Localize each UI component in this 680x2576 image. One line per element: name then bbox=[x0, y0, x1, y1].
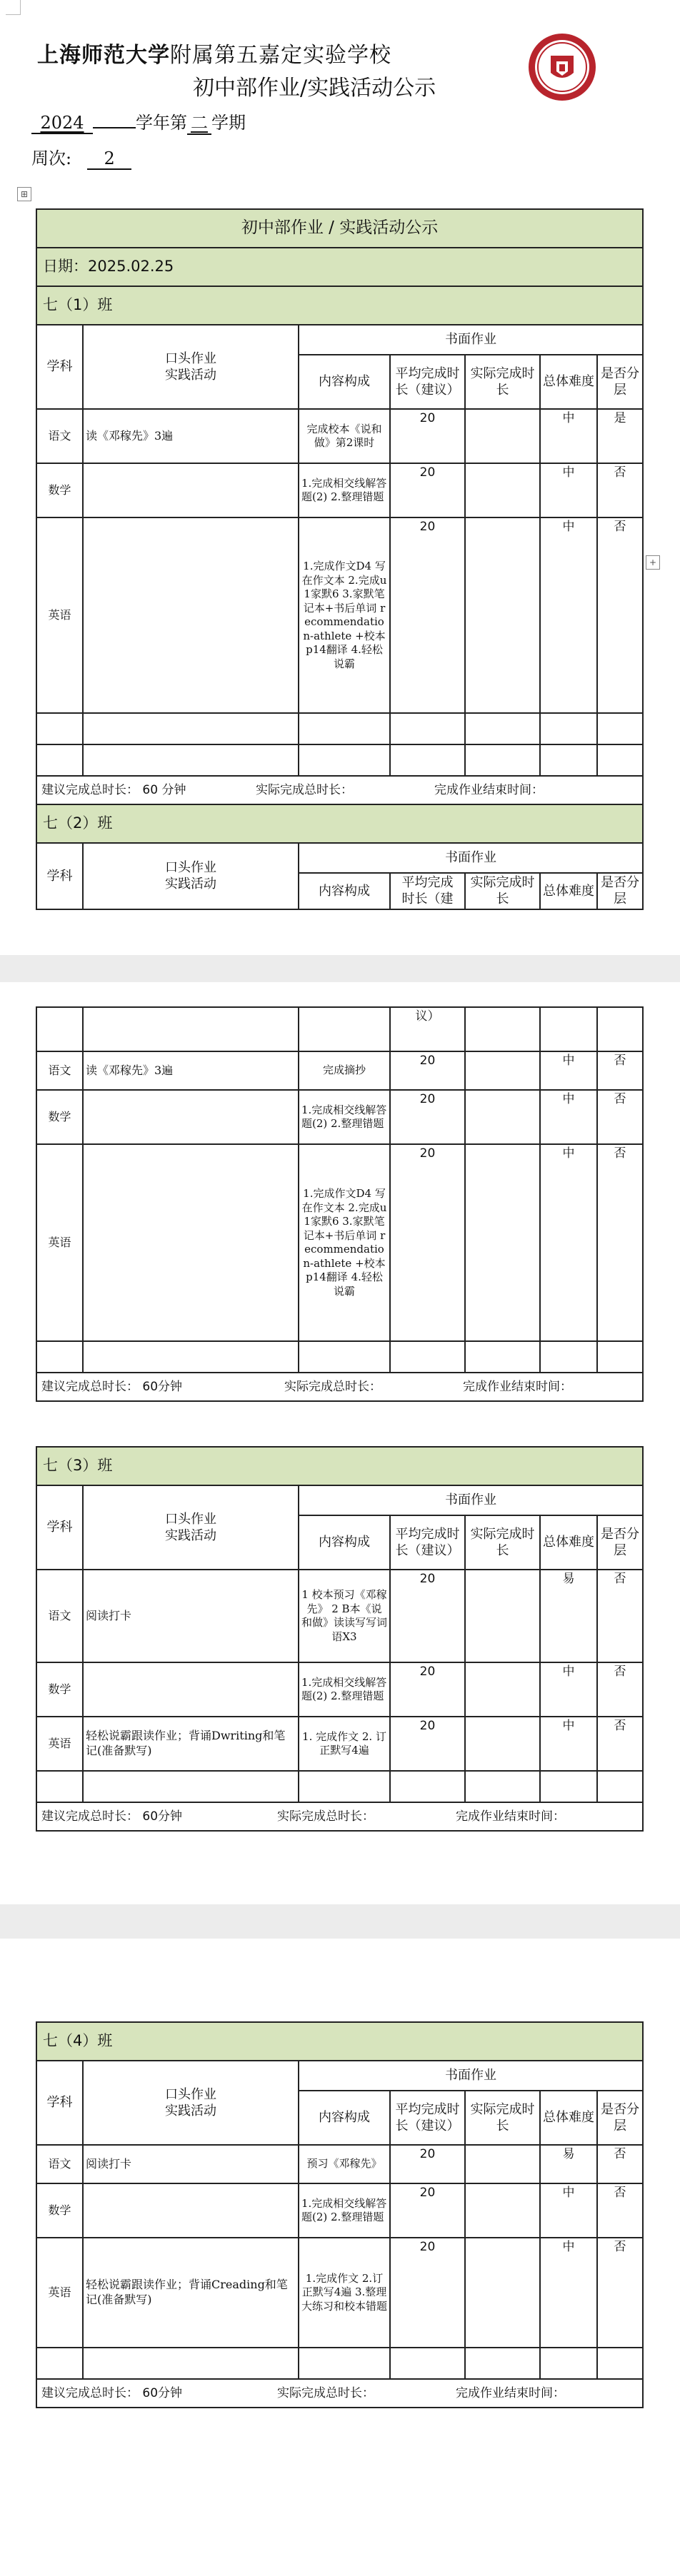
table-row bbox=[36, 2145, 643, 2183]
page-3 bbox=[0, 1939, 680, 2576]
table-cell: 否 bbox=[597, 1051, 643, 1090]
table-cell: 是否分层 bbox=[597, 873, 643, 909]
table-cell: 内容构成 bbox=[299, 1515, 390, 1570]
table-cell: 书面作业 bbox=[299, 2061, 643, 2091]
table-cell: 完成校本《说和做》第2课时 bbox=[299, 409, 390, 463]
table-cell: 20 bbox=[390, 2183, 465, 2238]
table-cell: 中 bbox=[540, 2183, 597, 2238]
table-cell: 20 bbox=[390, 1090, 465, 1144]
class-1-title: 七（1）班 bbox=[36, 286, 643, 325]
empty-cell bbox=[83, 1662, 299, 1717]
empty-cell bbox=[465, 1570, 540, 1662]
table-cell: 口头作业 实践活动 bbox=[83, 2061, 299, 2145]
table-cell: 1.完成作文D4 写在作文本 2.完成u1家默6 3.家默笔记本+书后单词 recommendation-athlete +校本p14翻译 4.轻松说霸 bbox=[299, 517, 390, 713]
empty-cell bbox=[465, 1144, 540, 1341]
table-row bbox=[36, 1051, 643, 1090]
empty-cell bbox=[465, 2145, 540, 2183]
table-cell: 中 bbox=[540, 1717, 597, 1771]
page-2 bbox=[0, 982, 680, 1904]
table-cell: 实际完成时长 bbox=[465, 2091, 540, 2145]
empty-cell bbox=[83, 744, 299, 776]
empty-cell bbox=[299, 2348, 390, 2379]
col-subject: 学科 bbox=[36, 325, 83, 409]
table-cell: 语文 bbox=[36, 1051, 83, 1090]
table-move-handle-icon[interactable]: ⊞ bbox=[17, 187, 31, 201]
school-logo-icon bbox=[526, 31, 598, 103]
table-cell: 数学 bbox=[36, 1090, 83, 1144]
table-cell: 总体难度 bbox=[540, 873, 597, 909]
table-cell: 阅读打卡 bbox=[83, 1570, 299, 1662]
table-cell: 实际完成时长 bbox=[465, 873, 540, 909]
class-3-footer bbox=[36, 1802, 643, 1831]
table-cell: 平均完成 时长（建 bbox=[390, 873, 465, 909]
col-actual-time: 实际完成时长 bbox=[465, 355, 540, 409]
class-2-title: 七（2）班 bbox=[36, 804, 643, 843]
empty-cell bbox=[465, 744, 540, 776]
table-cell: 读《邓稼先》3遍 bbox=[83, 409, 299, 463]
table-cell: 否 bbox=[597, 1717, 643, 1771]
empty-cell bbox=[540, 713, 597, 744]
table-cell: 否 bbox=[597, 1570, 643, 1662]
empty-cell bbox=[390, 1341, 465, 1373]
page-1 bbox=[0, 0, 680, 955]
empty-cell bbox=[83, 463, 299, 517]
table-cell: 是否分层 bbox=[597, 1515, 643, 1570]
empty-cell bbox=[540, 1771, 597, 1802]
homework-table-class-3 bbox=[36, 1446, 644, 1832]
empty-cell bbox=[465, 409, 540, 463]
empty-cell bbox=[36, 1771, 83, 1802]
table-cell: 预习《邓稼先》 bbox=[299, 2145, 390, 2183]
table-cell: 学科 bbox=[36, 2061, 83, 2145]
table-cell: 中 bbox=[540, 1051, 597, 1090]
table-cell: 语文 bbox=[36, 1570, 83, 1662]
table-cell: 中 bbox=[540, 1090, 597, 1144]
col-layered: 是否分层 bbox=[597, 355, 643, 409]
table-cell: 否 bbox=[597, 2183, 643, 2238]
empty-cell bbox=[597, 1771, 643, 1802]
school-year-line bbox=[31, 108, 246, 135]
table-cell: 易 bbox=[540, 1570, 597, 1662]
col-difficulty: 总体难度 bbox=[540, 355, 597, 409]
table-cell: 中 bbox=[540, 1144, 597, 1341]
table-row bbox=[36, 517, 643, 713]
table-cell: 1 校本预习《邓稼先》 2 B本《说和做》读读写写词语X3 bbox=[299, 1570, 390, 1662]
empty-cell bbox=[465, 1341, 540, 1373]
empty-cell bbox=[83, 1090, 299, 1144]
homework-table-class-4 bbox=[36, 2021, 644, 2408]
table-cell: 建议完成总时长： 60分钟 实际完成总时长： 完成作业结束时间： bbox=[36, 2379, 643, 2408]
empty-cell bbox=[299, 713, 390, 744]
table-cell: 语文 bbox=[36, 2145, 83, 2183]
col-avg-time: 平均完成时长（建议） bbox=[390, 355, 465, 409]
date-label: 日期：2025.02.25 bbox=[36, 248, 643, 286]
week-line bbox=[31, 144, 131, 170]
table-cell: 口头作业 实践活动 bbox=[83, 1485, 299, 1570]
empty-cell bbox=[465, 517, 540, 713]
table-cell: 20 bbox=[390, 1717, 465, 1771]
class-2-footer bbox=[36, 1373, 643, 1401]
class-3-title: 七（3）班 bbox=[36, 1447, 643, 1485]
homework-table-part-1 bbox=[36, 208, 644, 910]
empty-cell bbox=[36, 744, 83, 776]
empty-cell bbox=[390, 1771, 465, 1802]
school-name bbox=[37, 37, 391, 69]
class-4-footer bbox=[36, 2379, 643, 2408]
empty-cell bbox=[540, 1007, 597, 1051]
table-row bbox=[36, 463, 643, 517]
empty-cell bbox=[83, 1144, 299, 1341]
table-cell: 中 bbox=[540, 517, 597, 713]
class-4-title: 七（4）班 bbox=[36, 2022, 643, 2061]
table-cell: 20 bbox=[390, 409, 465, 463]
table-row bbox=[36, 1144, 643, 1341]
table-cell: 学科 bbox=[36, 843, 83, 909]
table-cell: 是 bbox=[597, 409, 643, 463]
table-cell: 20 bbox=[390, 517, 465, 713]
empty-cell bbox=[465, 1051, 540, 1090]
empty-cell bbox=[390, 744, 465, 776]
table-cell: 否 bbox=[597, 2238, 643, 2348]
empty-cell bbox=[465, 1007, 540, 1051]
table-cell: 1.完成相交线解答题(2) 2.整理错题 bbox=[299, 463, 390, 517]
table-cell: 20 bbox=[390, 1144, 465, 1341]
table-cell: 内容构成 bbox=[299, 2091, 390, 2145]
table-cell: 书面作业 bbox=[299, 843, 643, 873]
table-row bbox=[36, 409, 643, 463]
school-name-rest: 附属第五嘉定实验学校 bbox=[170, 43, 391, 68]
empty-cell bbox=[465, 463, 540, 517]
empty-cell bbox=[36, 2348, 83, 2379]
table-cell: 建议完成总时长： 60分钟 实际完成总时长： 完成作业结束时间： bbox=[36, 1373, 643, 1401]
table-cell: 1.完成相交线解答题(2) 2.整理错题 bbox=[299, 2183, 390, 2238]
empty-cell bbox=[540, 2348, 597, 2379]
empty-cell bbox=[36, 713, 83, 744]
table-cell: 英语 bbox=[36, 517, 83, 713]
empty-cell bbox=[83, 1341, 299, 1373]
empty-cell bbox=[465, 1662, 540, 1717]
empty-cell bbox=[83, 2348, 299, 2379]
table-cell: 总体难度 bbox=[540, 1515, 597, 1570]
table-cell: 1. 完成作文 2. 订正默写4遍 bbox=[299, 1717, 390, 1771]
empty-cell bbox=[597, 1007, 643, 1051]
table-cell: 是否分层 bbox=[597, 2091, 643, 2145]
col-written: 书面作业 bbox=[299, 325, 643, 355]
class-1-footer bbox=[36, 776, 643, 804]
table-cell: 否 bbox=[597, 1144, 643, 1341]
table-cell: 建议完成总时长： 60分钟 实际完成总时长： 完成作业结束时间： bbox=[36, 1802, 643, 1831]
term-suffix: 学期 bbox=[211, 113, 246, 133]
table-cell: 建议完成总时长： 60 分钟 实际完成总时长： 完成作业结束时间： bbox=[36, 776, 643, 804]
table-cell: 内容构成 bbox=[299, 873, 390, 909]
empty-cell bbox=[299, 1341, 390, 1373]
table-cell: 否 bbox=[597, 2145, 643, 2183]
empty-cell bbox=[390, 713, 465, 744]
table-cell: 20 bbox=[390, 1662, 465, 1717]
empty-cell bbox=[597, 744, 643, 776]
empty-cell bbox=[540, 744, 597, 776]
table-cell: 否 bbox=[597, 1662, 643, 1717]
table-cell: 英语 bbox=[36, 1144, 83, 1341]
school-year: 2024 bbox=[31, 113, 93, 134]
table-cell: 中 bbox=[540, 463, 597, 517]
col-content: 内容构成 bbox=[299, 355, 390, 409]
school-name-main: 上海师范大学 bbox=[37, 43, 170, 68]
table-cell: 1.完成相交线解答题(2) 2.整理错题 bbox=[299, 1662, 390, 1717]
empty-cell bbox=[36, 1341, 83, 1373]
col-oral: 口头作业 实践活动 bbox=[83, 325, 299, 409]
table-cell: 口头作业 实践活动 bbox=[83, 843, 299, 909]
table-cell: 平均完成时长（建议） bbox=[390, 1515, 465, 1570]
table-title: 初中部作业 / 实践活动公示 bbox=[36, 209, 643, 248]
table-cell: 数学 bbox=[36, 1662, 83, 1717]
table-row bbox=[36, 2238, 643, 2348]
table-cell: 阅读打卡 bbox=[83, 2145, 299, 2183]
table-cell: 20 bbox=[390, 1051, 465, 1090]
empty-cell bbox=[36, 1007, 83, 1051]
add-row-icon[interactable]: + bbox=[646, 555, 660, 570]
table-row bbox=[36, 1662, 643, 1717]
empty-cell bbox=[540, 1341, 597, 1373]
table-cell: 1.完成作文D4 写在作文本 2.完成u1家默6 3.家默笔记本+书后单词 recommendation-athlete +校本p14翻译 4.轻松说霸 bbox=[299, 1144, 390, 1341]
table-cell: 学科 bbox=[36, 1485, 83, 1570]
homework-table-part-2 bbox=[36, 1006, 644, 1402]
week-label: 周次: bbox=[31, 148, 72, 168]
empty-cell bbox=[299, 1007, 390, 1051]
table-cell: 平均完成时长（建议） bbox=[390, 2091, 465, 2145]
empty-cell bbox=[83, 713, 299, 744]
table-cell: 数学 bbox=[36, 2183, 83, 2238]
table-cell: 读《邓稼先》3遍 bbox=[83, 1051, 299, 1090]
empty-cell bbox=[83, 1007, 299, 1051]
table-cell: 20 bbox=[390, 2238, 465, 2348]
table-cell: 英语 bbox=[36, 2238, 83, 2348]
empty-cell bbox=[597, 1341, 643, 1373]
page-subtitle: 初中部作业/实践活动公示 bbox=[193, 76, 436, 101]
empty-cell bbox=[597, 2348, 643, 2379]
table-cell: 1.完成相交线解答题(2) 2.整理错题 bbox=[299, 1090, 390, 1144]
table-cell: 否 bbox=[597, 517, 643, 713]
empty-cell bbox=[465, 2348, 540, 2379]
empty-cell bbox=[465, 2183, 540, 2238]
empty-cell bbox=[465, 1090, 540, 1144]
table-cell: 20 bbox=[390, 463, 465, 517]
week-value: 2 bbox=[87, 148, 131, 170]
empty-cell bbox=[597, 713, 643, 744]
table-cell: 20 bbox=[390, 2145, 465, 2183]
table-cell: 语文 bbox=[36, 409, 83, 463]
table-cell: 英语 bbox=[36, 1717, 83, 1771]
table-cell: 轻松说霸跟读作业；背诵Dwriting和笔记(准备默写) bbox=[83, 1717, 299, 1771]
term-value: 二 bbox=[187, 108, 211, 135]
empty-cell bbox=[83, 517, 299, 713]
table-cell: 20 bbox=[390, 1570, 465, 1662]
table-cell: 议） bbox=[390, 1007, 465, 1051]
table-row bbox=[36, 1717, 643, 1771]
table-row bbox=[36, 1090, 643, 1144]
table-cell: 总体难度 bbox=[540, 2091, 597, 2145]
empty-cell bbox=[83, 2183, 299, 2238]
empty-cell bbox=[465, 1717, 540, 1771]
table-cell: 否 bbox=[597, 1090, 643, 1144]
empty-cell bbox=[83, 1771, 299, 1802]
table-cell: 数学 bbox=[36, 463, 83, 517]
table-row bbox=[36, 1570, 643, 1662]
empty-cell bbox=[299, 744, 390, 776]
table-row bbox=[36, 2183, 643, 2238]
table-cell: 实际完成时长 bbox=[465, 1515, 540, 1570]
table-cell: 否 bbox=[597, 463, 643, 517]
table-cell: 易 bbox=[540, 2145, 597, 2183]
table-cell: 中 bbox=[540, 2238, 597, 2348]
empty-cell bbox=[465, 2238, 540, 2348]
empty-cell bbox=[390, 2348, 465, 2379]
table-cell: 中 bbox=[540, 1662, 597, 1717]
empty-cell bbox=[465, 1771, 540, 1802]
table-cell: 书面作业 bbox=[299, 1485, 643, 1515]
empty-cell bbox=[299, 1771, 390, 1802]
table-cell: 完成摘抄 bbox=[299, 1051, 390, 1090]
empty-cell bbox=[465, 713, 540, 744]
table-cell: 中 bbox=[540, 409, 597, 463]
table-cell: 轻松说霸跟读作业；背诵Creading和笔记(准备默写) bbox=[83, 2238, 299, 2348]
table-cell: 1.完成作文 2.订正默写4遍 3.整理大练习和校本错题 bbox=[299, 2238, 390, 2348]
year-suffix: 学年第 bbox=[136, 113, 187, 133]
